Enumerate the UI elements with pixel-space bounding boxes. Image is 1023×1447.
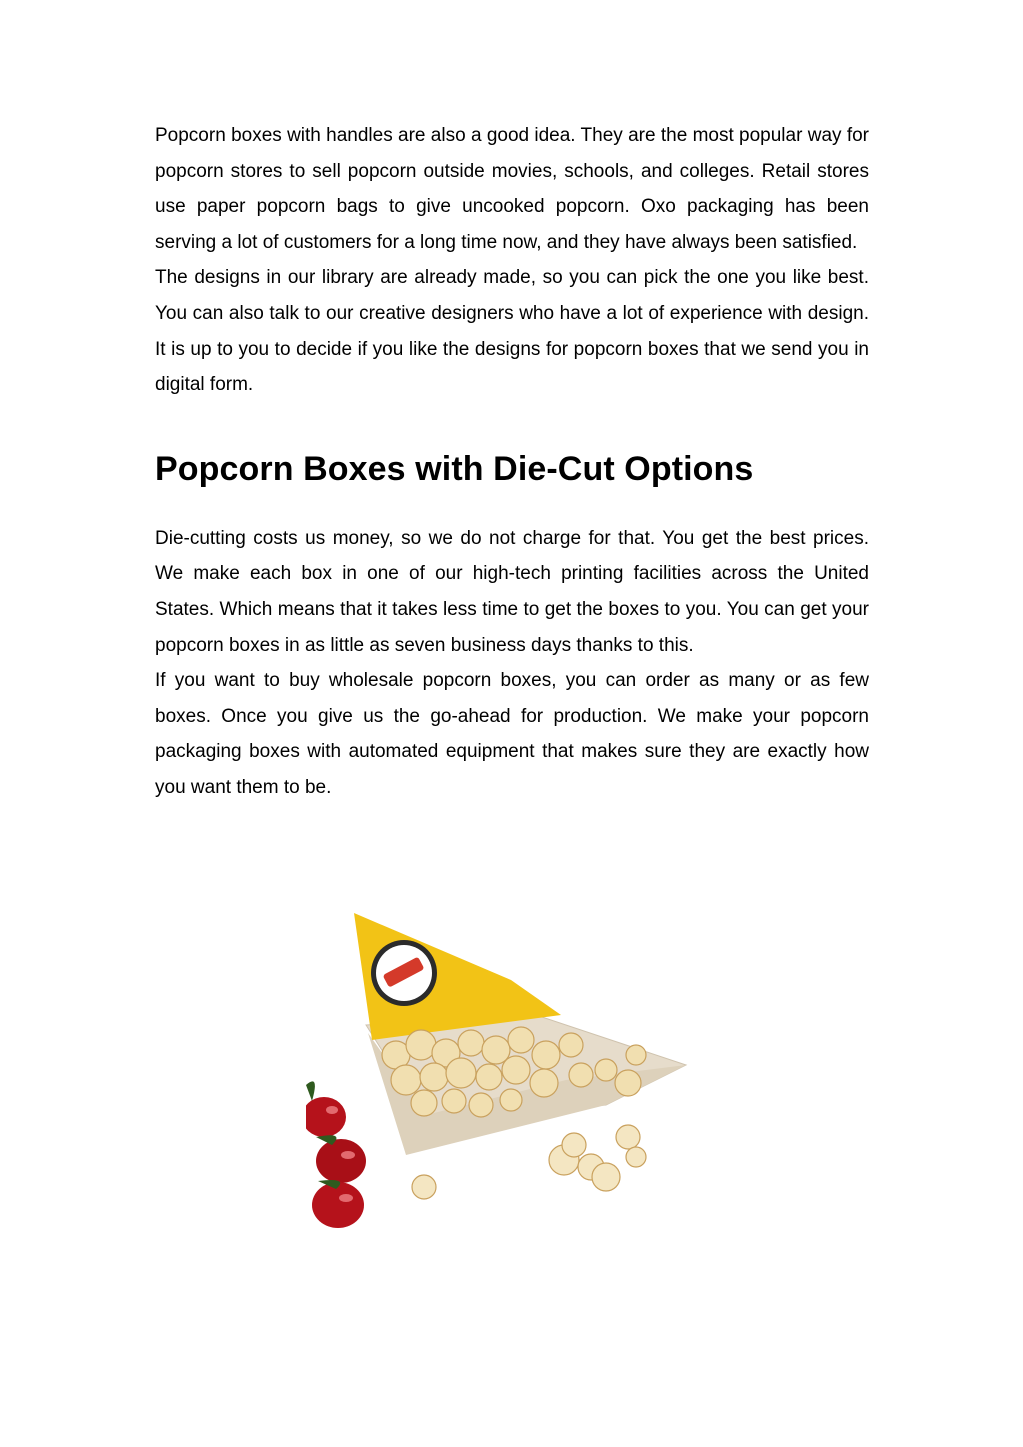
intro-paragraph-1: Popcorn boxes with handles are also a good idea. They are the most popular way for popcorn stores to sell popcorn outside movies, schools, and colleges. Retail stores use paper popcorn bags to give uncooked popcorn. Oxo packaging has been serving a lot of customers for a long time now, and they have always been satisfied.: [155, 125, 869, 253]
document-body: [155, 118, 869, 806]
section-heading: Popcorn Boxes with Die-Cut Options: [155, 449, 754, 488]
section-paragraph-1: Die-cutting costs us money, so we do not charge for that. You get the best prices. We make each box in one of our high-tech printing facilities across the United States. Which means that it takes less time to get the boxes to you. You can get your popcorn boxes in as little as seven business days thanks to this.: [155, 527, 869, 656]
popcorn-box-photo: [306, 905, 698, 1245]
section-body: [155, 521, 869, 806]
popcorn-box-illustration: [306, 905, 698, 1245]
cherries: [306, 1081, 366, 1228]
section-paragraph-2: If you want to buy wholesale popcorn boxes, you can order as many or as few boxes. Once you give us the go-ahead for production. We make your popcorn packaging boxes with automated equipment that makes sure they are exactly how you want them to be.: [155, 670, 869, 798]
intro-paragraph-2: The designs in our library are already made, so you can pick the one you like best. You can also talk to our creative designers who have a lot of experience with design. It is up to you to decide if you like the designs for popcorn boxes that we send you in digital form.: [155, 267, 869, 396]
